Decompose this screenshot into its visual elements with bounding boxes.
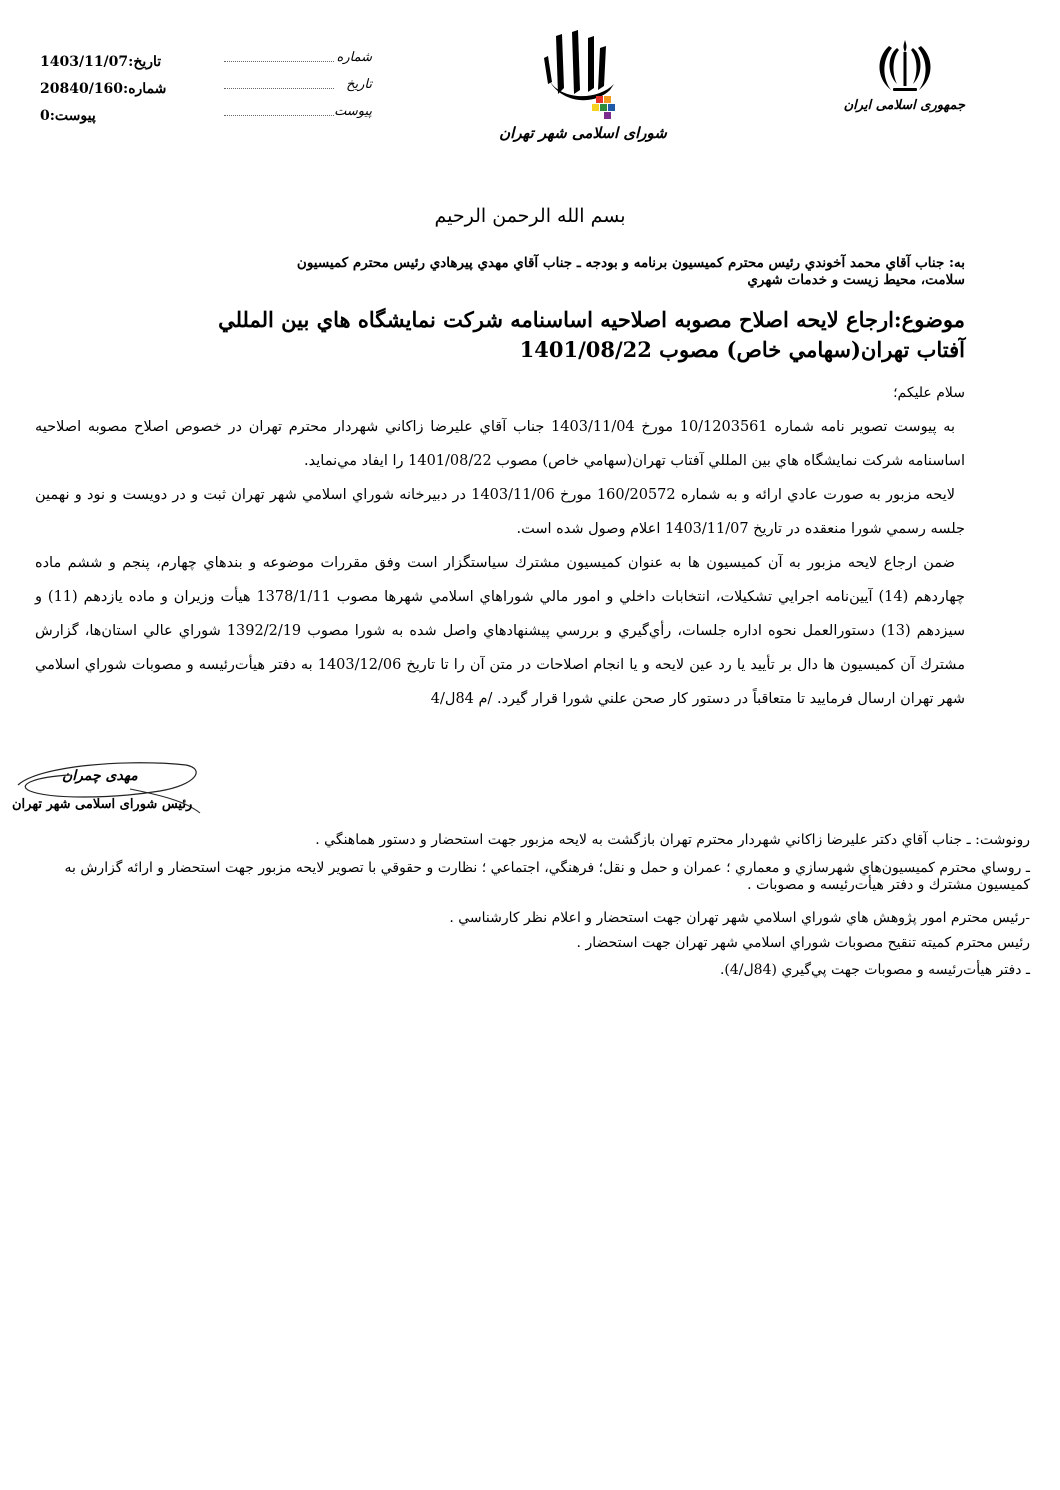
form-row-attachment	[222, 98, 372, 125]
form-label-attachment: پیوست	[334, 104, 372, 119]
form-label-date: تاریخ	[346, 77, 372, 92]
body-paragraph: لايحه مزبور به صورت عادي ارائه و به شماره 160/20572 مورخ 1403/11/06 در دبيرخانه شوراي اسلامي شهر تهران ثبت و در دويست و نود و نهمين جلسه رسمي شورا منعقده در تاريخ 1403/11/07 اعلام وصول شده است.	[35, 487, 965, 537]
basmala: بسم الله الرحمن الرحيم	[434, 205, 626, 227]
cc-item: -رئيس محترم امور پژوهش هاي شوراي اسلامي شهر تهران جهت استحضار و اعلام نظر كارشناسي .	[449, 910, 1030, 926]
letter-number: شماره:20840/160	[40, 81, 167, 97]
iran-emblem	[845, 38, 965, 113]
emblem-caption: جمهوری اسلامی ایران	[843, 98, 965, 113]
signature-scribble	[10, 755, 210, 825]
cc-item: رئيس محترم كميته تنقيح مصوبات شوراي اسلامي شهر تهران جهت استحضار .	[576, 935, 1030, 951]
dotted-line	[224, 60, 334, 62]
form-row-number	[222, 44, 372, 71]
signer-name: مهدی چمران	[62, 768, 138, 784]
signer-title: رئیس شورای اسلامی شهر تهران	[12, 797, 193, 812]
letter-meta	[40, 52, 168, 133]
cc-item: رونوشت: ـ جناب آقاي دكتر عليرضا زاكاني شهردار محترم تهران بازگشت به لايحه مزبور جهت استحضار و دستور هماهنگي .	[315, 832, 1030, 848]
subject: موضوع:ارجاع لايحه اصلاح مصوبه اصلاحيه اساسنامه شركت نمايشگاه هاي بين المللي آفتاب تهران(سهامي خاص) مصوب 1401/08/22	[218, 307, 965, 362]
letter-date: تاريخ:1403/11/07	[40, 54, 162, 70]
iran-emblem-icon	[873, 38, 937, 96]
form-row-date	[222, 71, 372, 98]
greeting: سلام عليكم؛	[893, 385, 965, 401]
body-paragraph: به پيوست تصوير نامه شماره 10/1203561 مورخ 1403/11/04 جناب آقاي عليرضا زاكاني شهردار محترم تهران در خصوص اصلاح مصوبه اصلاحيه اساسنامه شركت نمايشگاه هاي بين المللي آفتاب تهران(سهامي خاص) مصوب 1401/08/22 را ايفاد مي‌نمايد.	[35, 419, 965, 469]
cc-item: ـ دفتر هيأت‌رئيسه و مصوبات جهت پي‌گيري (84ل/4).	[719, 962, 1030, 978]
form-label-number: شماره	[336, 50, 372, 65]
recipient: به: جناب آقاي محمد آخوندي رئيس محترم كميسيون برنامه و بودجه ـ جناب آقاي مهدي پيرهادي رئيس محترم كميسيون سلامت، محيط زيست و خدمات شهري	[296, 255, 965, 288]
dotted-line	[224, 114, 334, 116]
cc-item: ـ روساي محترم كميسيون‌هاي شهرسازي و معماري ؛ عمران و حمل و نقل؛ فرهنگي، اجتماعي ؛ نظارت و حقوقي با تصوير لايحه مزبور جهت استحضار و ارائه گزارش به كميسيون مشترك و دفتر هيأت‌رئيسه و مصوبات .	[64, 860, 1030, 893]
letter-attachment: پيوست:0	[40, 108, 96, 124]
council-logo	[498, 28, 668, 142]
council-logo-icon	[538, 28, 628, 120]
council-logo-caption: شورای اسلامی شهر تهران	[499, 124, 667, 142]
dotted-line	[224, 87, 334, 89]
body-paragraph: ضمن ارجاع لايحه مزبور به آن كميسيون ها به عنوان كميسيون مشترك سياستگزار است وفق مقررات موضوعه و بندهاي چهارم، پنجم و ششم ماده چهاردهم (14) آيين‌نامه اجرايي تشكيلات، انتخابات داخلي و امور مالي شوراهاي اسلامي شهرها مصوب 1378/1/11 هيأت وزيران و ماده يازدهم (11) و سيزدهم (13) دستورالعمل نحوه اداره جلسات، رأي‌گيري و بررسي پيشنهادهاي واصل شده به شورا مصوب 1392/2/19 شوراي عالي استان‌ها، گزارش مشترك آن كميسيون ها دال بر تأييد يا رد عين لايحه و يا انجام اصلاحات در متن آن را تا تاريخ 1403/12/06 به دفتر هيأت‌رئيسه و مصوبات شوراي اسلامي شهر تهران ارسال فرماييد تا متعاقباً در دستور كار صحن علني شورا قرار گيرد. /م 84ل/4	[35, 555, 965, 707]
letter-form-fields	[222, 44, 372, 125]
